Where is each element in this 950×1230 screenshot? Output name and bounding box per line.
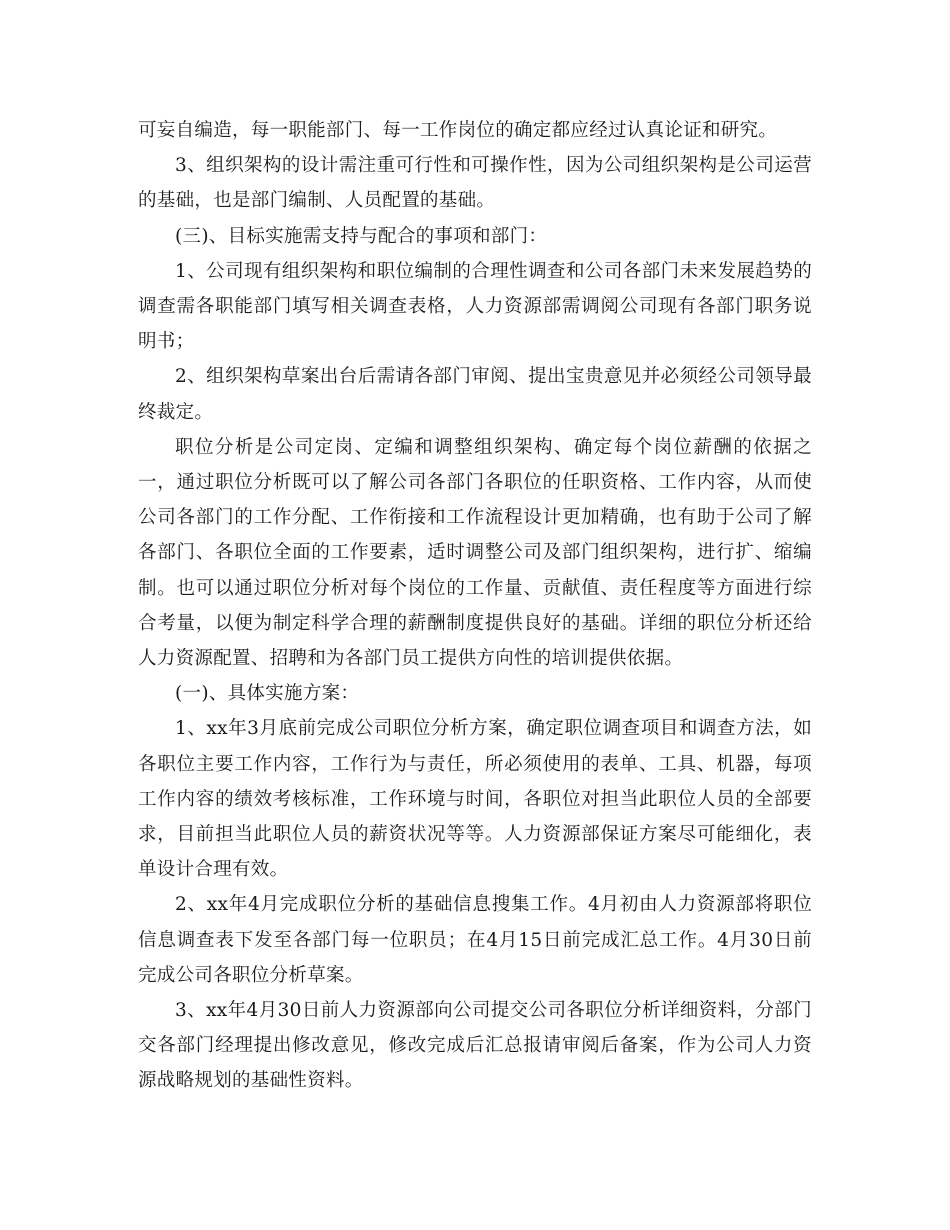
paragraph: 职位分析是公司定岗、定编和调整组织架构、确定每个岗位薪酬的依据之一，通过职位分析既可以了解公司各部门各职位的任职资格、工作内容，从而使公司各部门的工作分配、工作衔接和工作流程设计更加精确，也有助于公司了解各部门、各职位全面的工作要素，适时调整公司及部门组织架构，进行扩、缩编制。也可以通过职位分析对每个岗位的工作量、贡献值、责任程度等方面进行综合考量，以便为制定科学合理的薪酬制度提供良好的基础。详细的职位分析还给人力资源配置、招聘和为各部门员工提供方向性的培训提供依据。	[138, 436, 812, 670]
paragraph: 1、xx年3月底前完成公司职位分析方案，确定职位调查项目和调查方法，如各职位主要工作内容，工作行为与责任，所必须使用的表单、工具、机器，每项工作内容的绩效考核标准，工作环境与时间，各职位对担当此职位人员的全部要求，目前担当此职位人员的薪资状况等等。人力资源部保证方案尽可能细化，表单设计合理有效。	[138, 718, 812, 881]
paragraph: 3、组织架构的设计需注重可行性和可操作性，因为公司组织架构是公司运营的基础，也是部门编制、人员配置的基础。	[138, 155, 812, 212]
section-heading: (一)、具体实施方案：	[175, 683, 360, 705]
paragraph: 1、公司现有组织架构和职位编制的合理性调查和公司各部门未来发展趋势的调查需各职能部门填写相关调查表格，人力资源部需调阅公司现有各部门职务说明书；	[138, 260, 812, 353]
paragraph: 3、xx年4月30日前人力资源部向公司提交公司各职位分析详细资料，分部门交各部门经理提出修改意见，修改完成后汇总报请审阅后备案，作为公司人力资源战略规划的基础性资料。	[138, 1000, 812, 1092]
section-heading: (三)、目标实施需支持与配合的事项和部门：	[175, 225, 548, 247]
paragraph: 2、组织架构草案出台后需请各部门审阅、提出宝贵意见并必须经公司领导最终裁定。	[138, 366, 812, 423]
paragraph: 2、xx年4月完成职位分析的基础信息搜集工作。4月初由人力资源部将职位信息调查表下发至各部门每一位职员；在4月15日前完成汇总工作。4月30日前完成公司各职位分析草案。	[138, 894, 812, 986]
paragraph: 可妄自编造，每一职能部门、每一工作岗位的确定都应经过认真论证和研究。	[138, 120, 778, 141]
